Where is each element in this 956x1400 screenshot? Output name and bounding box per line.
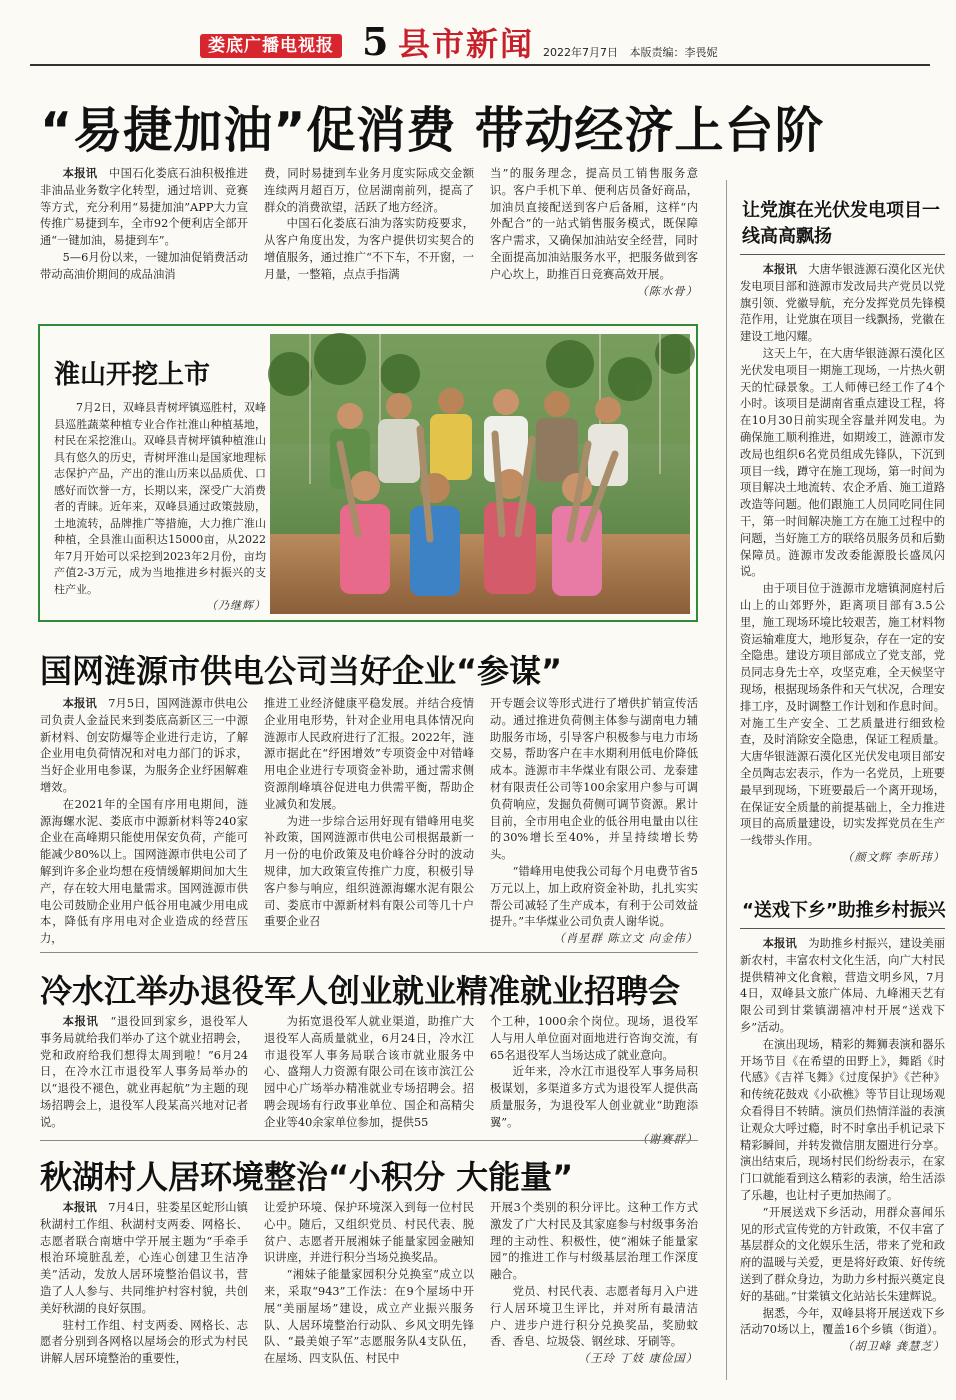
headline-qiuhu-village: 秋湖村人居环境整治“小积分 大能量”: [40, 1158, 574, 1196]
page-editor: 本版责编：李畏妮: [629, 46, 718, 59]
article-text: “开展送戏下乡活动，用群众喜闻乐见的形式宣传党的方针政策，不仅丰富了基层群众的文化娱乐生活，带来了党和政府的温暖与关爱，更是将好政策、好传统送到了群众身边，为助力乡村振兴奠定良好的基础。”甘棠镇文化站站长朱建辉说。: [740, 1205, 945, 1303]
headline-job-fair: 冷水江举办退役军人创业就业精准就业招聘会: [40, 972, 681, 1010]
article4-col2: [264, 1200, 474, 1386]
masthead: [0, 0, 956, 68]
section-rule: [40, 952, 698, 953]
article2-col1: [40, 696, 248, 944]
article-text: 个工种，1000余个岗位。现场，退役军人与用人单位面对面地进行咨询交流，有65名退役军人当场达成了就业意向。: [490, 1015, 698, 1062]
article-text: 中国石化娄底石油为落实防疫要求，从客户角度出发，为客户提供切实契合的增值服务，通过推广“不下车，不开窗，一月量，一整箱，点点手指满: [264, 217, 474, 281]
article-text: 让爱护环境、保护环境深入到每一位村民心中。随后，又组织党员、村民代表、脱贫户、志愿者开展湘妹子能量家园金融知识讲座，并进行积分当场兑换奖品。: [264, 1201, 474, 1265]
headline-opera-tour: “送戏下乡”助推乡村振兴: [742, 900, 946, 921]
page-number: 5: [362, 19, 389, 64]
article-text: 开专题会议等形式进行了增供扩销宣传活动。通过推进负荷侧主体参与湖南电力辅助服务市场，引导客户积极参与电力市场交易，帮助客户在丰水期利用低电价降低成本。涟源市丰华煤业有限公司、龙泰建材有限责任公司等100余家用户参与可调负荷响应，发掘负荷侧可调节资源。累计目前，全市用电企业的低谷用电量由以往的30%增长至40%，并呈持续增长势头。: [490, 697, 698, 862]
section-rule: [40, 1140, 698, 1141]
lead-tag: 本报讯: [62, 1201, 97, 1214]
lead-tag: 本报讯: [62, 1015, 99, 1028]
side1-body: [740, 262, 945, 872]
byline: （王玲 丁妓 康俭国）: [578, 1352, 698, 1366]
article3-col3: [490, 1014, 698, 1132]
side-rule: [740, 254, 945, 255]
article-text: 为进一步综合运用好现有错峰用电奖补政策，国网涟源市供电公司根据最新一月一份的电价政策及电价峰谷分时的波动规律，加大政策宣传推广力度，积极引导客户参与响应，组织涟源海螺水泥有限公司、娄底市中源新材料有限公司等几十户重要企业召: [264, 814, 474, 929]
article-text: “错峰用电使我公司每个月电费节省5万元以上，加上政府资金补助，扎扎实实帮公司减轻了生产成本，有利于公司效益提升。”丰华煤业公司负责人谢华说。: [490, 864, 698, 929]
feature-title: 淮山开挖上市: [54, 360, 211, 390]
issue-date: 2022年7月7日: [543, 46, 618, 59]
headline-power-company: 国网涟源市供电公司当好企业“参谋”: [40, 652, 563, 690]
side-rule: [740, 928, 945, 929]
article1-col2: [264, 166, 474, 306]
article-text: 据悉，今年，双峰县将开展送戏下乡活动70场以上，覆盖16个乡镇（街道）。: [740, 1306, 945, 1337]
article-text: 大唐华银涟源石漠化区光伏发电项目部和涟源市发改局共产党员以党旗引领、党徽导航，充分发挥党员先锋模范作用，让党旗在项目一线飘扬，党徽在建设工地闪耀。: [740, 263, 945, 344]
lead-tag: 本报讯: [62, 167, 98, 180]
masthead-rule: [30, 64, 930, 66]
article2-col3: [490, 696, 698, 944]
byline: （颜文辉 李昕玮）: [842, 850, 945, 864]
article-text: “退役回到家乡，退役军人事务局就给我们举办了这个就业招聘会，党和政府给我们想得太周到啦！”6月24日，在冷水江市退役军人事务局举办的以“退役不褪色，就业再起航”为主题的现场招聘会上，退役军人段某高兴地对记者说。: [40, 1015, 248, 1129]
article2-col2: [264, 696, 474, 944]
lead-tag: 本报讯: [762, 937, 797, 950]
article-text: 7月4日，驻娄星区蛇形山镇秋湖村工作组、秋湖村支两委、网格长、志愿者联合南塘中学开展主题为“手牵手根治环境脏乱差，心连心创建卫生洁净美”活动，发放人居环境整治倡议书，营造了人人参与、共同维护村容村貌，共创美好秋湖的良好氛围。: [40, 1201, 248, 1315]
article-text: 近年来，冷水江市退役军人事务局积极谋划，多渠道多方式为退役军人提供高质量服务，为退役军人创业就业“助跑添翼”。: [490, 1065, 698, 1129]
article-text: 由于项目位于涟源市龙塘镇洞庭村后山上的山郊野外，距离项目部有3.5公里，施工现场环境比较艰苦，施工材料物资运输难度大，地形复杂，存在一定的安全隐患。建设方项目部成立了党支部，党员同志身先士卒，攻坚克难，全天候坚守现场，根据现场条件和天气状况，合理安排工序，及时调整工作计划和作息时间。对施工生产安全、工艺质量进行细致检查，及时消除安全隐患，保证工程质量。大唐华银涟源石漠化区光伏发电项目部安全员陶志宏表示，作为一名党员，上班要最早到现场，下班要最后一个离开现场，在保证安全质量的前提基础上，全力推进项目的高质量建设，切实发挥党员在生产一线带头作用。: [740, 582, 945, 848]
article4-col3: [490, 1200, 698, 1386]
byline: （乃继辉）: [206, 599, 266, 612]
column-divider: [726, 180, 727, 1380]
article-text: 费，同时易捷到车业务月度实际成交金额连续两月超百万，位居湖南前列，提高了群众的消费欲望，活跃了地方经济。: [264, 167, 474, 214]
lead-tag: 本报讯: [62, 697, 97, 710]
section-name: 县市新闻: [398, 25, 535, 63]
article-text: 为助推乡村振兴，建设美丽新农村，丰富农村文化生活，向广大村民提供精神文化食粮，营造文明乡风，7月4日，双峰县文旅广体局、九峰湘天艺有限公司到甘棠镇湖禧冲村开展“送戏下乡”活动。: [740, 937, 945, 1034]
article-text: 这天上午，在大唐华银涟源石漠化区光伏发电项目一期施工现场，一片热火朝天的忙碌景象。工人师傅已经工作了4个小时。该项目是湖南省重点建设工程，将在10月30日前实现全容量并网发电。为确保施工顺利推进，如期竣工，涟源市发改局也组织6名党员组成先锋队，下沉到项目一线，蹲守在施工现场，第一时间为项目解决土地流转、农企矛盾、施工道路改造等问题。他们跟施工人员同吃同住同干，第一时间解决施工方在施工过程中的问题，当好施工方的联络员服务员和后勤保障员。涟源市发改委能源股长盛凤闪说。: [740, 346, 945, 579]
caption-text: 7月2日，双峰县青树坪镇巡胜村，双峰县巡胜蔬菜种植专业合作社淮山种植基地，村民在采挖淮山。双峰县青树坪镇种植淮山具有悠久的历史，青树坪淮山是国家地理标志保护产品，产出的淮山历来以品质优、口感好而饮誉一方，长期以来，深受广大消费者的青睐。近年来，双峰县通过政策鼓励，土地流转，品牌推广等措施，大力推广淮山种植，全县淮山面积达15000亩，从2022年7月开始可以采挖到2023年2月份，亩均产值2-3万元，成为当地推进乡村振兴的支柱产业。: [54, 401, 266, 596]
lead-tag: 本报讯: [762, 263, 797, 276]
issue-info: [543, 44, 726, 60]
article-text: 在演出现场，精彩的舞狮表演和器乐开场节目《在希望的田野上》，舞蹈《时代感》《吉祥飞舞》《过度保护》《芒种》和传统花鼓戏《小砍樵》等节目让现场观众看得目不转睛。演员们热情洋溢的表演让观众大呼过瘾，时不时拿出手机记录下精彩瞬间，并转发微信朋友圈进行分享。演出结束后，现场村民们纷纷表示，在家门口就能看到这么精彩的表演，给生活添了乐趣，也让村子更加热闹了。: [740, 1037, 945, 1202]
feature-box: [38, 324, 698, 622]
article4-col1: [40, 1200, 248, 1386]
article-text: 7月5日，国网涟源市供电公司负责人金益民来到娄底高新区三一中源新材料、创安防爆等企业进行走访，了解企业用电负荷情况和对电力部门的诉求，当好企业用电参谋，为服务企业纾困解难增效。: [40, 697, 248, 794]
article-text: 当”的服务理念，提高员工销售服务意识。客户手机下单、便利店员备好商品，加油员直接配送到客户后备厢，这样“内外配合”的一站式销售服务模式，既保障客户需求，又确保加油站安全经营，同时全面提高加油站服务水平，把服务做到客户心坎上，助推百日竞赛高效开展。: [490, 167, 698, 281]
article-text: 开展3个类别的积分评比。这种工作方式激发了广大村民及其家庭参与村级事务治理的主动性、积极性，使“湘妹子能量家园”的推进工作与村级基层治理工作深度融合。: [490, 1201, 698, 1282]
side2-body: [740, 936, 945, 1388]
article-text: “湘妹子能量家园积分兑换室”成立以来，采取“943”工作法：在9个屋场中开展“美丽屋场”建设，成立产业振兴服务队、人居环境整治行动队、乡风文明先锋队、“最美娘子军”志愿服务队4支队伍，在屋场、四支队伍、村民中: [264, 1268, 474, 1366]
article-text: 为拓宽退役军人就业渠道，助推广大退役军人高质量就业，6月24日，冷水江市退役军人事务局联合该市就业服务中心、盛翔人力资源有限公司在该市滨江公园中心广场举办精准就业专场招聘会。招聘会现场有行政事业单位、国企和高精尖企业等40余家单位参加，提供55: [264, 1015, 474, 1129]
byline: （陈水骨）: [636, 284, 698, 298]
article-text: 5—6月份以来，一键加油促销费活动带动高油价期间的成品油消: [40, 250, 248, 281]
article3-col1: [40, 1014, 248, 1132]
article1-col1: [40, 166, 248, 306]
article-text: 推进工业经济健康平稳发展。并结合疫情企业用电形势，针对企业用电具体情况向涟源市人民政府进行了汇报。2022年，涟源市据此在“纾困增效”专项资金中对错峰用电企业进行专项资金补助，通过需求侧资源削峰填谷促进电力供需平衡，帮助企业减负和发展。: [264, 697, 474, 811]
article-text: 党员、村民代表、志愿者每月入户进行人居环境卫生评比，并对所有最清洁户、进步户进行积分兑换奖品，奖励蚊香、香皂、垃圾袋、钢丝球、牙刷等。: [490, 1284, 698, 1349]
paper-name: 娄底广播电视报: [200, 34, 342, 58]
article-text: 驻村工作组、村支两委、网格长、志愿者分别到各网格以屋场会的形式为村民讲解人居环境整治的重要性，: [40, 1318, 248, 1366]
byline: （肖星群 陈立文 向金伟）: [553, 932, 698, 946]
article3-col2: [264, 1014, 474, 1132]
photo-illustration: [270, 334, 690, 614]
article-text: 在2021年的全国有序用电期间，涟源海螺水泥、娄底市中源新材料等240家企业在高峰期只能使用保安负荷，产能可能减少80%以上。国网涟源市供电公司了解到许多企业均想在疫情缓解期间加大生产，存在较大用电量需求。国网涟源市供电公司鼓励企业用户低谷用电减少用电成本，降低有序用电对企业造成的经营压力，: [40, 797, 248, 946]
headline-yijie: “易捷加油”促消费 带动经济上台阶: [40, 102, 825, 159]
feature-caption: [54, 400, 266, 616]
article1-col3: [490, 166, 698, 306]
byline: （胡卫峰 龚慧芝）: [842, 1340, 945, 1354]
photo-yam-harvest: [270, 334, 690, 614]
article-text: 中国石化娄底石油积极推进非油品业务数字化转型，通过培训、竞赛等方式，充分利用“易捷加油”APP大力宣传推广易捷到车，全市92个便利店全部开通“一键加油，易捷到车”。: [40, 167, 248, 248]
headline-pv-project: 让党旗在光伏发电项目一线高高飘扬: [742, 200, 940, 247]
